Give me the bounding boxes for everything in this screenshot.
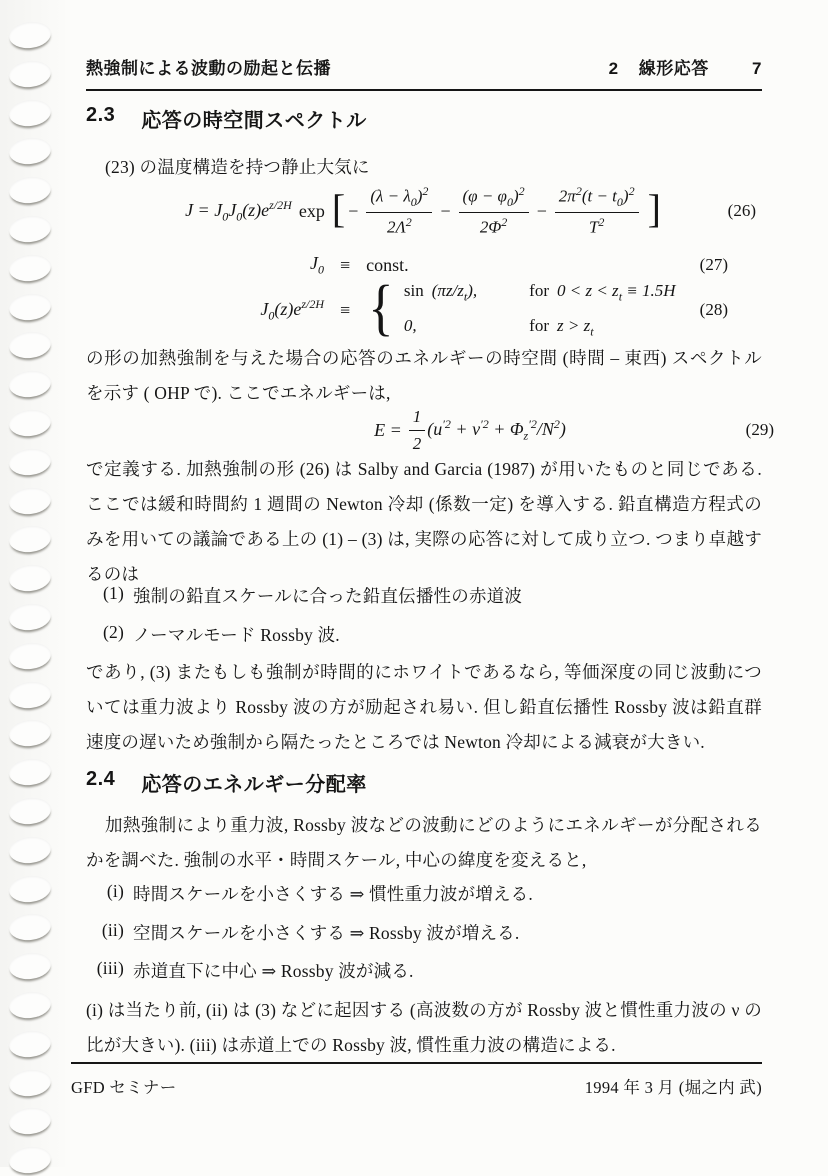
binding-hole [8, 1028, 53, 1059]
page-footer [71, 1062, 762, 1098]
equation-27 [86, 252, 762, 278]
binding-hole [8, 563, 53, 594]
list-item-1-text: 強制の鉛直スケールに合った鉛直伝播性の赤道波 [133, 586, 523, 606]
eq26-lhs: $J = J_0J_0(z)e^{z/2H}$ [185, 197, 292, 224]
section-2-3-heading [86, 104, 762, 133]
eq27-lhs: $J_0$ [310, 252, 324, 277]
eq28-case2-expression: 0, [403, 315, 417, 335]
binding-hole [8, 757, 53, 788]
binding-hole [8, 602, 53, 633]
binding-hole [8, 58, 53, 89]
paragraph-intro-2-4: 加熱強制により重力波, Rossby 波などの波動にどのようにエネルギーが分配されるかを調べた. 強制の水平・時間スケール, 中心の緯度を変えると, [86, 815, 762, 870]
binding-hole [8, 834, 53, 865]
binding-hole [8, 369, 53, 400]
equation-26: $J = J_0J_0(z)e^{z/2H}$ exp [ − $\frac{(\lambda - \lambda_0)^2}{2\Lambda^2}$ − $\frac{(\varphi - \varphi_0)^2}{2\Phi^2}$ − $\frac{2\pi^2(t - t_0)^2}{T^2}$ ] (26) [185, 184, 756, 237]
binding-hole [8, 1106, 53, 1137]
list-item-ii [86, 920, 767, 945]
binding-hole [8, 485, 53, 516]
list-item-1-label: (1) [102, 583, 124, 603]
binding-hole [8, 990, 53, 1021]
binding-hole [8, 214, 53, 245]
eq26-exp-operator: exp [298, 200, 325, 221]
eq26-frac1-numerator: $(\lambda - \lambda_0)^2$ [366, 184, 432, 213]
binding-hole [8, 640, 53, 671]
paragraph-after-eq29: で定義する. 加熱強制の形 (26) は Salby and Garcia (1987) が用いたものと同じである. ここでは緩和時間約 1 週間の Newton 冷却 (係数一定) を導入する. 鉛直構造方程式のみを用いての議論である上の (1) – (3) は, 実際の応答に対して成り立つ. つまり卓越するのは [86, 459, 762, 584]
equation-29 [86, 404, 808, 456]
binding-hole [8, 951, 53, 982]
binding-hole [8, 136, 53, 167]
eq28-sin-operator: sin [403, 281, 424, 301]
section-2-4-heading [86, 768, 762, 797]
binding-hole [8, 291, 53, 322]
header-section-info [609, 54, 762, 79]
binding-hole [8, 446, 53, 477]
list-item-iii-label: (iii) [96, 958, 124, 978]
eq29-frac-numerator: 1 [409, 406, 426, 430]
page-number: 7 [752, 59, 762, 78]
list-item-i-text: 時間スケールを小さくする ⇒ 慣性重力波が増える. [133, 884, 533, 904]
eq27-rhs: const. [366, 254, 409, 275]
eq28-case2-for: for [529, 315, 549, 335]
equation-28 [86, 276, 762, 344]
binding-hole [8, 175, 53, 206]
list-item-2-text: ノーマルモード Rossby 波. [133, 625, 340, 645]
list-item-2-label: (2) [102, 622, 124, 642]
eq28-cases-grid [404, 281, 676, 339]
eq28-equiv-sign: ≡ [340, 299, 351, 320]
eq26-minus-3: − [535, 200, 548, 221]
eq26-frac1-denominator: $2\Lambda^2$ [386, 215, 412, 237]
binding-hole [8, 524, 53, 555]
binding-hole [8, 1067, 53, 1098]
binding-hole [8, 408, 53, 439]
footer-date-author: 1994 年 3 月 (堀之内 武) [584, 1078, 762, 1097]
list-item-2 [86, 622, 767, 647]
binding-hole [8, 252, 53, 283]
binding-hole [8, 330, 53, 361]
binding-hole [8, 873, 53, 904]
section-2-4-title: 応答のエネルギー分配率 [141, 774, 367, 796]
list-item-1 [86, 583, 767, 608]
header-section-number: 2 [608, 59, 619, 78]
header-section-name: 線形応答 [638, 59, 709, 78]
eq28-case1-for: for [529, 281, 549, 301]
eq28-cases: { $\sin (\pi z/z_t)$, for $0 < z < z_t \equiv 1.5H$ 0, for $z > z_t$ [368, 274, 676, 342]
eq29-body: $(u^{'2} + v^{'2} + \Phi_z^{'2}/N^2)$ [427, 416, 566, 443]
paragraph-rossby: であり, (3) またもしも強制が時間的にホワイトであるなら, 等価深度の同じ波動については重力波より Rossby 波の方が励起され易い. 但し鉛直伝播性 Rossby 波は鉛直群速度の遅いため強制から隔たったところでは Newton 冷却による減衰が大きい. [86, 662, 762, 752]
binding-hole [8, 679, 53, 710]
eq27-equiv-sign: ≡ [340, 254, 351, 275]
section-2-3-title: 応答の時空間スペクトル [141, 110, 367, 132]
eq28-lhs: $J_0(z)e^{z/2H}$ [260, 296, 324, 323]
eq26-frac3-numerator: $2\pi^2(t - t_0)^2$ [555, 184, 639, 213]
binding-hole [8, 912, 53, 943]
eq26-fraction-3 [555, 184, 639, 238]
list-item-iii-text: 赤道直下に中心 ⇒ Rossby 波が減る. [133, 961, 414, 981]
eq26-frac3-denominator: $T^2$ [588, 215, 605, 237]
eq28-case1-condition: for $0 < z < z_t \equiv 1.5H$ [529, 281, 676, 304]
section-2-4-number: 2.4 [86, 768, 116, 790]
list-item-i-label: (i) [106, 881, 124, 901]
list-item-i [86, 881, 767, 906]
eq29-half-fraction [409, 406, 426, 454]
eq28-case1-expression: $\sin (\pi z/z_t)$, [403, 281, 478, 304]
section-2-3-number: 2.3 [86, 104, 116, 126]
eq26-minus-2: − [439, 200, 452, 221]
binding-hole [8, 1145, 53, 1176]
binding-hole [8, 796, 53, 827]
paragraph-final: (i) は当たり前, (ii) は (3) などに起因する (高波数の方が Rossby 波と慣性重力波の ν の比が大きい). (iii) は赤道上での Rossby 波, 慣性重力波の構造による. [86, 1000, 762, 1055]
eq26-frac2-denominator: $2\Phi^2$ [479, 215, 508, 237]
page-header [86, 54, 762, 91]
eq26-equation-number: (26) [727, 201, 756, 220]
running-title: 熱強制による波動の励起と伝播 [86, 59, 331, 78]
binding-hole [8, 20, 53, 51]
eq26-minus-1: − [347, 200, 360, 221]
list-item-ii-label: (ii) [101, 920, 124, 940]
list-item-ii-text: 空間スケールを小さくする ⇒ Rossby 波が増える. [133, 923, 520, 943]
paragraph-after-eq28: の形の加熱強制を与えた場合の応答のエネルギーの時空間 (時間 – 東西) スペクトルを示す ( OHP で). ここでエネルギーは, [86, 348, 762, 403]
eq29-lhs: E = [374, 419, 402, 440]
eq26-fraction-2 [459, 184, 529, 238]
paragraph-intro-2-3: (23) の温度構造を持つ静止大気に [105, 157, 370, 177]
binding-hole [8, 718, 53, 749]
footer-seminar-name: GFD セミナー [71, 1078, 177, 1097]
binding-hole [8, 97, 53, 128]
eq29-frac-denominator: 2 [412, 433, 422, 453]
eq29-equation-number: (29) [745, 420, 774, 439]
eq26-fraction-1 [366, 184, 432, 238]
eq28-case2-condition: for $z > z_t$ [529, 315, 594, 338]
eq28-equation-number: (28) [699, 300, 728, 319]
eq26-frac2-numerator: $(\varphi - \varphi_0)^2$ [459, 184, 529, 213]
eq27-equation-number: (27) [699, 255, 728, 274]
list-item-iii [86, 958, 767, 983]
